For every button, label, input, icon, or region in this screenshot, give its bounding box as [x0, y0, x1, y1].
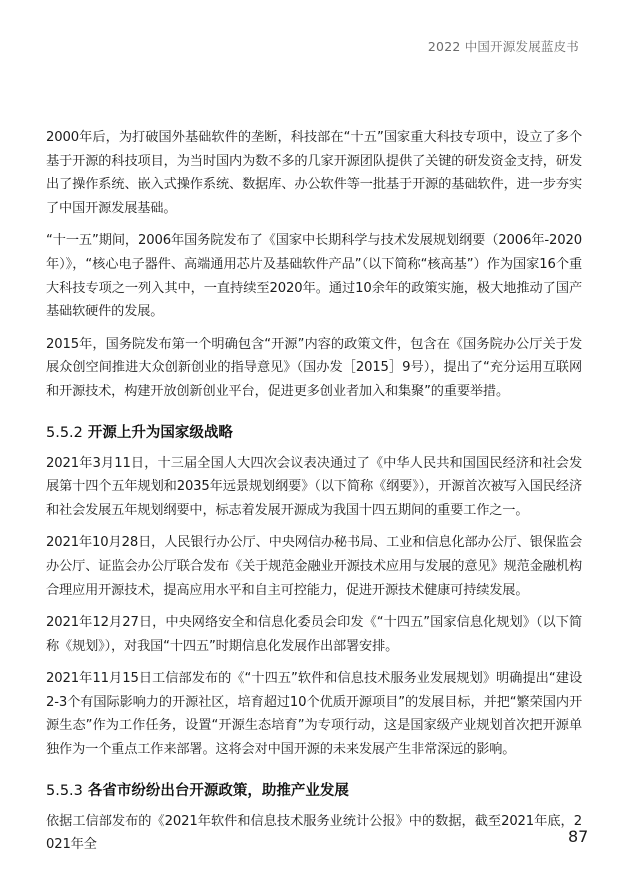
section-number: 5.5.2 [46, 424, 83, 441]
paragraph-2021-statistics-bulletin: 依据工信部发布的《2021年软件和信息技术服务业统计公报》中的数据，截至2021年底，2021年全 [46, 813, 582, 853]
section-title: 各省市纷纷出台开源政策，助推产业发展 [87, 782, 349, 799]
section-title: 开源上升为国家级战略 [87, 424, 233, 441]
paragraph-2021-december-informatization: 2021年12月27日，中央网络安全和信息化委员会印发《“十四五”国家信息化规划》（以下简称《规划》），对我国“十四五”时期信息化发展作出部署安排。 [46, 615, 582, 654]
running-header-title: 2022 中国开源发展蓝皮书 [427, 39, 579, 54]
page-body [46, 126, 582, 866]
paragraph-2000-special-projects: 2000年后，为打破国外基础软件的垄断，科技部在“十五”国家重大科技专项中，设立了多个基于开源的科技项目，为当时国内为数不多的几家开源团队提供了关键的研发资金支持，研发出了操作系统、嵌入式操作系统、数据库、办公软件等一批基于开源的基础软件，进一步夯实了中国开源发展基础。 [46, 130, 582, 216]
section-heading-5-5-3 [46, 780, 582, 802]
paragraph-2021-november-software-plan: 2021年11月15日工信部发布的《“十四五”软件和信息技术服务业发展规划》明确提出“建设2-3个有国际影响力的开源社区，培育超过10个优质开源项目”的发展目标，并把“繁荣国内开源生态”作为工作任务，设置“开源生态培育”为专项行动，这是国家级产业规划首次把开源单独作为一个重点工作来部署。这将会对中国开源的未来发展产生非常深远的影响。 [46, 671, 582, 758]
section-number: 5.5.3 [46, 782, 83, 799]
paragraph-2021-october-finance: 2021年10月28日，人民银行办公厅、中央网信办秘书局、工业和信息化部办公厅、银保监会办公厅、证监会办公厅联合发布《关于规范金融业开源技术应用与发展的意见》规范金融机构合理应用开源技术，提高应用水平和自主可控能力，促进开源技术健康可持续发展。 [46, 535, 582, 598]
paragraph-2015-state-council: 2015年，国务院发布第一个明确包含“开源”内容的政策文件，包含在《国务院办公厅关于发展众创空间推进大众创新创业的指导意见》（国办发［2015］9号），提出了“充分运用互联网和开源技术，构建开放创新创业平台，促进更多创业者加入和集聚”的重要举措。 [46, 336, 582, 399]
paragraph-2021-march-outline: 2021年3月11日，十三届全国人大四次会议表决通过了《中华人民共和国国民经济和社会发展第十四个五年规划和2035年远景规划纲要》（以下简称《纲要》），开源首次被写入国民经济和社会发展五年规划纲要中，标志着发展开源成为我国十四五期间的重要工作之一。 [46, 455, 582, 518]
paragraph-11th-five-year-hegaoji: “十一五”期间，2006年国务院发布了《国家中长期科学与技术发展规划纲要（2006年-2020年）》，“核心电子器件、高端通用芯片及基础软件产品”（以下简称“核高基”）作为国家16个重大科技专项之一列入其中，一直持续至2020年。通过10余年的政策实施，极大地推动了国产基础软硬件的发展。 [46, 233, 582, 320]
page-number: 87 [568, 827, 589, 846]
section-heading-5-5-2 [46, 422, 582, 444]
